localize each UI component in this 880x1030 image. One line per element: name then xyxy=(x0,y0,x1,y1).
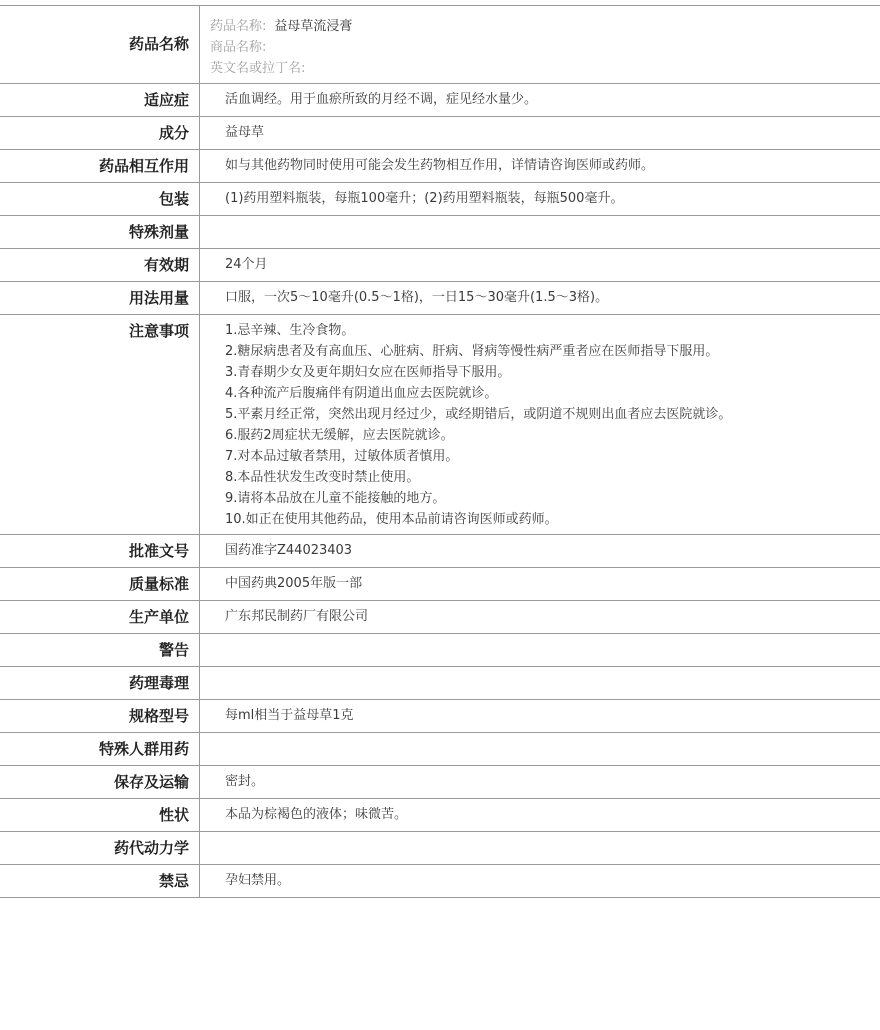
packaging-value: (1)药用塑料瓶装，每瓶100毫升；(2)药用塑料瓶装，每瓶500毫升。 xyxy=(225,191,624,206)
drug-names-label: 药品名称 xyxy=(0,6,200,83)
precautions-label: 注意事项 xyxy=(0,315,200,534)
precaution-item: 7.对本品过敏者禁用，过敏体质者慎用。 xyxy=(225,449,459,464)
row-pharmacokinetics xyxy=(0,832,880,865)
row-approval xyxy=(0,535,880,568)
standard-label: 质量标准 xyxy=(0,568,200,600)
precaution-item: 6.服药2周症状无缓解，应去医院就诊。 xyxy=(225,428,454,443)
row-precautions xyxy=(0,315,880,535)
generic-name-key: 药品名称: xyxy=(210,19,267,34)
toxicology-value xyxy=(200,667,880,699)
special-dose-value xyxy=(200,216,880,248)
storage-value: 密封。 xyxy=(225,774,265,789)
pharmacokinetics-value xyxy=(200,832,880,864)
row-toxicology xyxy=(0,667,880,700)
packaging-label: 包装 xyxy=(0,183,200,215)
toxicology-label: 药理毒理 xyxy=(0,667,200,699)
warning-label: 警告 xyxy=(0,634,200,666)
row-special-population xyxy=(0,733,880,766)
precaution-item: 5.平素月经正常，突然出现月经过少，或经期错后，或阴道不规则出血者应去医院就诊。 xyxy=(225,407,732,422)
trade-name-key: 商品名称: xyxy=(210,40,267,55)
shelf-life-label: 有效期 xyxy=(0,249,200,281)
ingredients-value: 益母草 xyxy=(225,125,265,140)
row-spec xyxy=(0,700,880,733)
precaution-item: 3.青春期少女及更年期妇女应在医师指导下服用。 xyxy=(225,365,511,380)
special-dose-label: 特殊剂量 xyxy=(0,216,200,248)
generic-name-value: 益母草流浸膏 xyxy=(274,19,353,34)
shelf-life-value: 24个月 xyxy=(225,257,268,272)
special-population-label: 特殊人群用药 xyxy=(0,733,200,765)
indications-value: 活血调经。用于血瘀所致的月经不调，症见经水量少。 xyxy=(225,92,538,107)
precaution-item: 10.如正在使用其他药品，使用本品前请咨询医师或药师。 xyxy=(225,512,558,527)
row-warning xyxy=(0,634,880,667)
warning-value xyxy=(200,634,880,666)
precaution-item: 9.请将本品放在儿童不能接触的地方。 xyxy=(225,491,446,506)
row-shelf-life xyxy=(0,249,880,282)
standard-value: 中国药典2005年版一部 xyxy=(225,576,363,591)
row-appearance xyxy=(0,799,880,832)
approval-label: 批准文号 xyxy=(0,535,200,567)
precautions-value xyxy=(200,315,880,534)
row-drug-names xyxy=(0,6,880,84)
generic-name-line xyxy=(210,16,880,37)
precaution-item: 1.忌辛辣、生冷食物。 xyxy=(225,323,355,338)
dosage-value: 口服，一次5～10毫升(0.5～1格)，一日15～30毫升(1.5～3格)。 xyxy=(225,290,609,305)
row-ingredients xyxy=(0,117,880,150)
pharmacokinetics-label: 药代动力学 xyxy=(0,832,200,864)
appearance-label: 性状 xyxy=(0,799,200,831)
indications-label: 适应症 xyxy=(0,84,200,116)
dosage-label: 用法用量 xyxy=(0,282,200,314)
ingredients-label: 成分 xyxy=(0,117,200,149)
english-name-line xyxy=(210,58,880,79)
drug-names-value xyxy=(200,6,880,83)
precaution-item: 8.本品性状发生改变时禁止使用。 xyxy=(225,470,420,485)
row-interactions xyxy=(0,150,880,183)
special-population-value xyxy=(200,733,880,765)
drug-info-table xyxy=(0,5,880,898)
row-contraindications xyxy=(0,865,880,898)
row-manufacturer xyxy=(0,601,880,634)
precaution-item: 2.糖尿病患者及有高血压、心脏病、肝病、肾病等慢性病严重者应在医师指导下服用。 xyxy=(225,344,719,359)
row-storage xyxy=(0,766,880,799)
spec-label: 规格型号 xyxy=(0,700,200,732)
row-standard xyxy=(0,568,880,601)
approval-value: 国药准字Z44023403 xyxy=(225,543,353,558)
spec-value: 每ml相当于益母草1克 xyxy=(225,708,354,723)
contraindications-value: 孕妇禁用。 xyxy=(225,873,291,888)
precaution-item: 4.各种流产后腹痛伴有阴道出血应去医院就诊。 xyxy=(225,386,498,401)
interactions-label: 药品相互作用 xyxy=(0,150,200,182)
row-dosage xyxy=(0,282,880,315)
appearance-value: 本品为棕褐色的液体；味微苦。 xyxy=(225,807,408,822)
manufacturer-label: 生产单位 xyxy=(0,601,200,633)
contraindications-label: 禁忌 xyxy=(0,865,200,897)
row-indications xyxy=(0,84,880,117)
row-packaging xyxy=(0,183,880,216)
row-special-dose xyxy=(0,216,880,249)
interactions-value: 如与其他药物同时使用可能会发生药物相互作用，详情请咨询医师或药师。 xyxy=(225,158,655,173)
manufacturer-value: 广东邦民制药厂有限公司 xyxy=(225,609,369,624)
trade-name-line xyxy=(210,37,880,58)
precautions-list xyxy=(225,320,880,530)
storage-label: 保存及运输 xyxy=(0,766,200,798)
english-name-key: 英文名或拉丁名: xyxy=(210,61,306,76)
